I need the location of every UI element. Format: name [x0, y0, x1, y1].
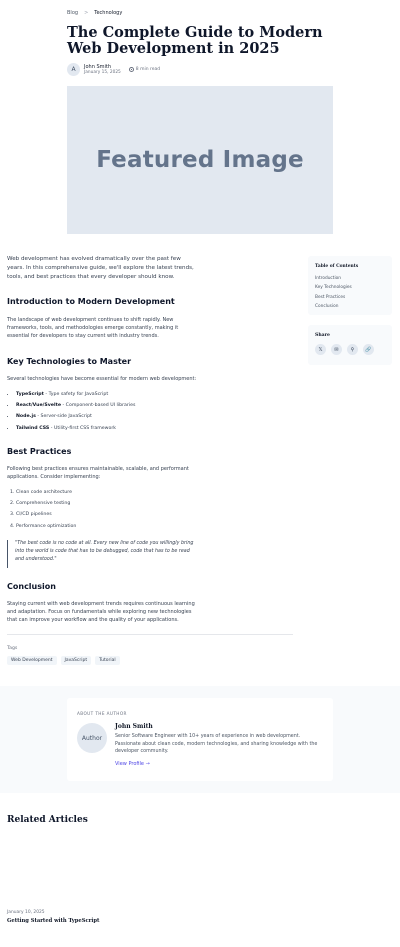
author-section: [0, 686, 400, 793]
mail-icon[interactable]: ✉: [331, 344, 342, 355]
read-time-label: 8 min read: [135, 67, 161, 72]
about-author-label: ABOUT THE AUTHOR: [77, 711, 127, 716]
related-article-title[interactable]: Getting Started with TypeScript: [7, 918, 100, 924]
table-of-contents: [308, 256, 392, 315]
toc-item-key-technologies[interactable]: Key Technologies: [315, 285, 352, 291]
section-body-practices: Following best practices ensures maintainable, scalable, and performant applications. Consider implementing:: [7, 466, 189, 481]
author-card-name: John Smith: [115, 723, 153, 730]
section-heading-intro: Introduction to Modern Development: [7, 297, 175, 306]
author-bio: Senior Software Engineer with 10+ years of experience in web development. Passionate about clean code, modern technologies, and sharing knowledge with the developer community.: [115, 734, 318, 754]
toc-item-best-practices[interactable]: Best Practices: [315, 294, 346, 300]
list-item: • React/Vue/Svelte - Component-based UI libraries: [16, 400, 135, 411]
breadcrumb: [67, 10, 122, 16]
view-profile-link[interactable]: View Profile →: [115, 761, 150, 767]
technology-list: [16, 389, 135, 434]
list-item: 4. Performance optimization: [16, 521, 76, 532]
author-avatar[interactable]: A: [67, 63, 80, 76]
share-title: Share: [315, 333, 330, 338]
share-icons: [315, 344, 385, 355]
section-body-conclusion: Staying current with web development trends requires continuous learning and adaptation. Focus on fundamentals while exploring new technologies that can improve your workflow and the quality of your applications.: [7, 601, 195, 624]
publish-date: January 15, 2025: [84, 69, 121, 75]
breadcrumb-blog-link[interactable]: Blog: [67, 10, 79, 16]
link-icon[interactable]: 🔗: [363, 344, 374, 355]
author-meta: [84, 64, 121, 76]
article-intro: Web development has evolved dramatically over the past few years. In this comprehensive guide, we'll explore the latest trends, tools, and best practices that every developer should know.: [7, 256, 194, 281]
list-item: • Tailwind CSS - Utility-first CSS framework: [16, 423, 135, 434]
clock-icon: [129, 67, 134, 72]
share-box: [308, 325, 392, 365]
section-heading-practices: Best Practices: [7, 447, 72, 456]
tag-web-development[interactable]: Web Development: [7, 656, 57, 665]
breadcrumb-separator: >: [84, 10, 89, 16]
tag-javascript[interactable]: JavaScript: [61, 656, 92, 665]
section-body-technologies: Several technologies have become essential for modern web development:: [7, 376, 197, 382]
divider: [7, 634, 293, 635]
blockquote: "The best code is no code at all. Every new line of code you willingly bring into the world is code that has to be debugged, code that has to be read and understood.": [7, 540, 197, 568]
section-heading-technologies: Key Technologies to Master: [7, 357, 132, 366]
tag-list: [7, 656, 120, 665]
section-body-intro: The landscape of web development continues to shift rapidly. New frameworks, tools, and methodologies emerge constantly, making it essential for developers to stay current with industry trends.: [7, 317, 179, 340]
section-heading-conclusion: Conclusion: [7, 582, 56, 591]
list-item: • TypeScript - Type safety for JavaScript: [16, 389, 135, 400]
author-card: [67, 698, 333, 781]
toc-item-introduction[interactable]: Introduction: [315, 276, 342, 281]
pin-icon[interactable]: ⚲: [347, 344, 358, 355]
breadcrumb-current[interactable]: Technology: [94, 10, 123, 16]
related-article-date: January 10, 2025: [7, 910, 45, 915]
read-time: [129, 67, 160, 72]
x-icon[interactable]: 𝕏: [315, 344, 326, 355]
featured-image: [67, 86, 333, 234]
tag-tutorial[interactable]: Tutorial: [95, 656, 120, 665]
list-item: 2. Comprehensive testing: [16, 498, 76, 509]
author-avatar-large: Author: [77, 723, 107, 753]
toc-item-conclusion[interactable]: Conclusion: [315, 303, 339, 309]
list-item: • Node.js - Server-side JavaScript: [16, 411, 135, 422]
related-articles-heading: Related Articles: [7, 815, 88, 825]
author-row: [67, 63, 160, 76]
practices-list: [16, 487, 76, 532]
article-title: The Complete Guide to Modern Web Development in 2025: [67, 24, 323, 57]
author-name[interactable]: John Smith: [84, 63, 112, 70]
featured-image-label: Featured Image: [96, 147, 304, 173]
list-item: 3. CI/CD pipelines: [16, 509, 76, 520]
toc-title: Table of Contents: [315, 264, 359, 269]
list-item: 1. Clean code architecture: [16, 487, 76, 498]
tags-label: Tags: [7, 646, 18, 651]
